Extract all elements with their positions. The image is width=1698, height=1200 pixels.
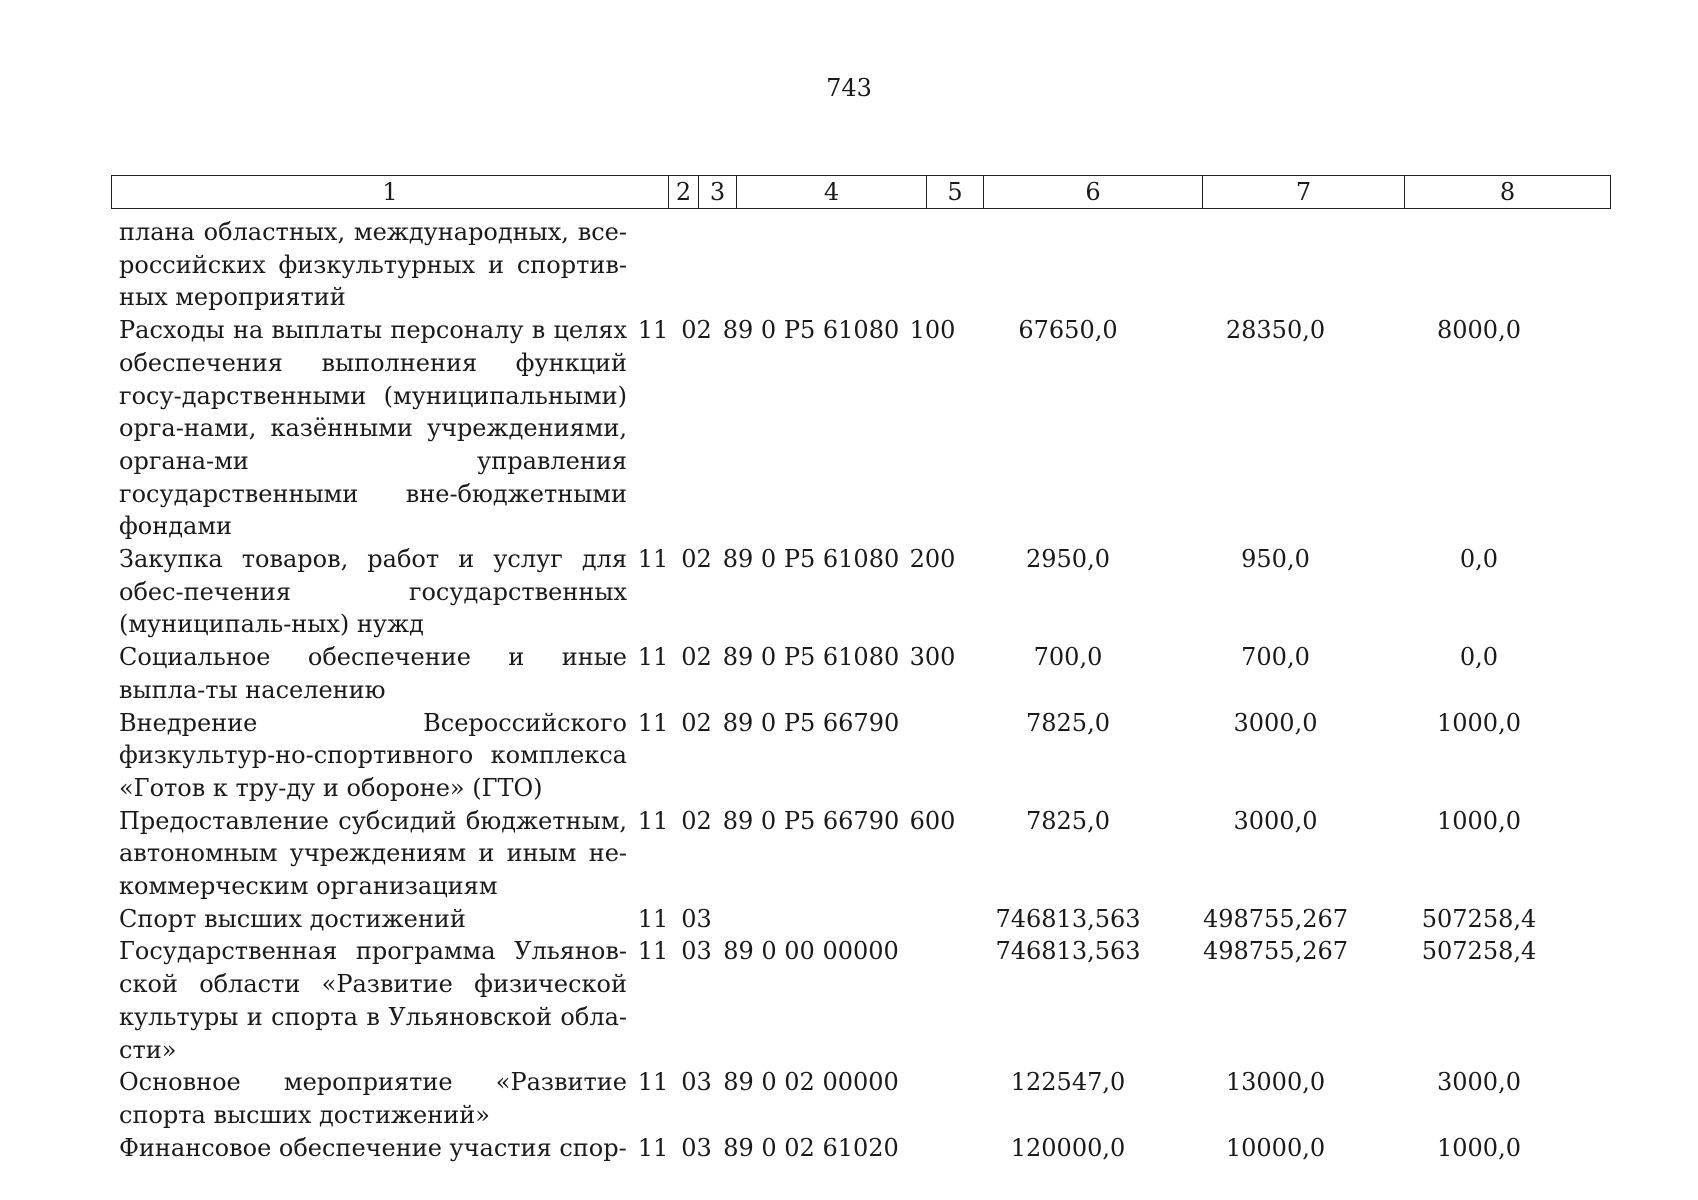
column-header: 6 — [984, 176, 1203, 209]
row-value-col8: 1000,0 — [1437, 806, 1521, 835]
row-subsection: 02 — [681, 545, 712, 574]
row-value-col7: 498755,267 — [1202, 904, 1349, 933]
row-target-code: 89 0 Р5 66790 — [722, 708, 900, 737]
table-row — [111, 903, 1599, 936]
row-subsection: 03 — [681, 904, 712, 933]
row-subsection: 03 — [681, 1133, 712, 1162]
row-value-col6: 120000,0 — [1010, 1133, 1126, 1162]
row-value-col7: 3000,0 — [1233, 806, 1318, 835]
row-section: 11 — [637, 545, 669, 574]
row-subsection: 02 — [681, 316, 712, 345]
row-value-col6: 700,0 — [1033, 643, 1103, 672]
column-header: 3 — [699, 176, 737, 209]
row-value-col8: 507258,4 — [1421, 937, 1537, 966]
row-target-code: 89 0 Р5 61080 — [722, 545, 900, 574]
table-row — [111, 1132, 1599, 1165]
row-expense-type: 300 — [909, 643, 956, 672]
row-expense-type: 200 — [909, 545, 956, 574]
table-row — [111, 935, 1599, 1066]
row-section: 11 — [637, 316, 669, 345]
table-row — [111, 543, 1599, 641]
row-value-col7: 3000,0 — [1233, 708, 1318, 737]
row-value-col7: 10000,0 — [1225, 1133, 1326, 1162]
row-subsection: 03 — [681, 937, 712, 966]
row-name: Предоставление субсидий бюджетным, автономным учреждениям и иным не-коммерческим организациям — [119, 806, 627, 901]
row-value-col6: 2950,0 — [1026, 545, 1110, 574]
table-row — [111, 805, 1599, 903]
row-section: 11 — [637, 708, 669, 737]
row-section: 11 — [637, 1133, 669, 1162]
row-value-col8: 8000,0 — [1437, 316, 1521, 345]
column-header-row — [112, 176, 1611, 209]
row-value-col6: 67650,0 — [1018, 316, 1118, 345]
row-subsection: 02 — [681, 643, 712, 672]
row-name: Расходы на выплаты персоналу в целях обеспечения выполнения функций госу-дарственными (муниципальными) орга-нами, казёнными учреждениями, органа-ми управления государственными вне-бюджетными фондами — [119, 316, 627, 541]
row-name: плана областных, международных, все-российских физкультурных и спортив-ных мероприятий — [119, 218, 627, 312]
page-number: 743 — [826, 74, 872, 102]
row-value-col6: 122547,0 — [1010, 1068, 1126, 1097]
row-name: Спорт высших достижений — [119, 904, 466, 933]
column-header-table — [111, 175, 1611, 209]
row-expense-type: 600 — [909, 806, 956, 835]
row-value-col8: 1000,0 — [1437, 708, 1521, 737]
table-row — [111, 314, 1599, 543]
row-name: Финансовое обеспечение участия спор- — [119, 1133, 627, 1162]
column-header: 5 — [927, 176, 984, 209]
column-header: 4 — [737, 176, 927, 209]
row-name: Основное мероприятие «Развитие спорта высших достижений» — [119, 1068, 627, 1129]
row-subsection: 02 — [681, 806, 712, 835]
row-name: Внедрение Всероссийского физкультур-но-спортивного комплекса «Готов к тру-ду и обороне» (ГТО) — [119, 708, 627, 802]
row-value-col7: 498755,267 — [1202, 937, 1349, 966]
row-value-col8: 507258,4 — [1421, 904, 1537, 933]
column-header: 8 — [1405, 176, 1611, 209]
column-header: 1 — [112, 176, 669, 209]
row-value-col8: 0,0 — [1459, 643, 1499, 672]
row-target-code: 89 0 Р5 61080 — [722, 643, 900, 672]
column-header: 2 — [669, 176, 699, 209]
row-value-col7: 13000,0 — [1225, 1068, 1326, 1097]
row-section: 11 — [637, 643, 669, 672]
row-section: 11 — [637, 806, 669, 835]
row-value-col7: 700,0 — [1241, 643, 1310, 672]
row-name: Закупка товаров, работ и услуг для обес-печения государственных (муниципаль-ных) нужд — [119, 545, 627, 639]
row-target-code: 89 0 02 00000 — [723, 1068, 899, 1097]
table-row — [111, 641, 1599, 706]
row-subsection: 02 — [681, 708, 712, 737]
row-subsection: 03 — [681, 1068, 712, 1097]
row-target-code: 89 0 Р5 66790 — [722, 806, 900, 835]
table-row — [111, 1066, 1599, 1131]
budget-table-body — [111, 216, 1599, 1164]
row-value-col7: 950,0 — [1241, 545, 1310, 574]
row-value-col6: 7825,0 — [1026, 708, 1110, 737]
row-value-col6: 746813,563 — [995, 904, 1141, 933]
row-value-col8: 1000,0 — [1437, 1133, 1521, 1162]
table-row — [111, 707, 1599, 805]
row-target-code: 89 0 Р5 61080 — [722, 316, 900, 345]
row-name: Социальное обеспечение и иные выпла-ты населению — [119, 643, 627, 704]
row-section: 11 — [637, 937, 669, 966]
row-target-code: 89 0 02 61020 — [723, 1133, 899, 1162]
column-header: 7 — [1203, 176, 1405, 209]
row-target-code: 89 0 00 00000 — [723, 937, 899, 966]
row-value-col6: 7825,0 — [1026, 806, 1110, 835]
row-value-col6: 746813,563 — [995, 937, 1141, 966]
table-row — [111, 216, 1599, 314]
row-section: 11 — [637, 904, 669, 933]
row-value-col8: 3000,0 — [1437, 1068, 1521, 1097]
row-expense-type: 100 — [909, 316, 956, 345]
row-value-col8: 0,0 — [1459, 545, 1499, 574]
row-value-col7: 28350,0 — [1225, 316, 1326, 345]
row-name: Государственная программа Ульянов-ской области «Развитие физической культуры и спорта в Ульяновской обла-сти» — [119, 937, 627, 1064]
row-section: 11 — [637, 1068, 669, 1097]
